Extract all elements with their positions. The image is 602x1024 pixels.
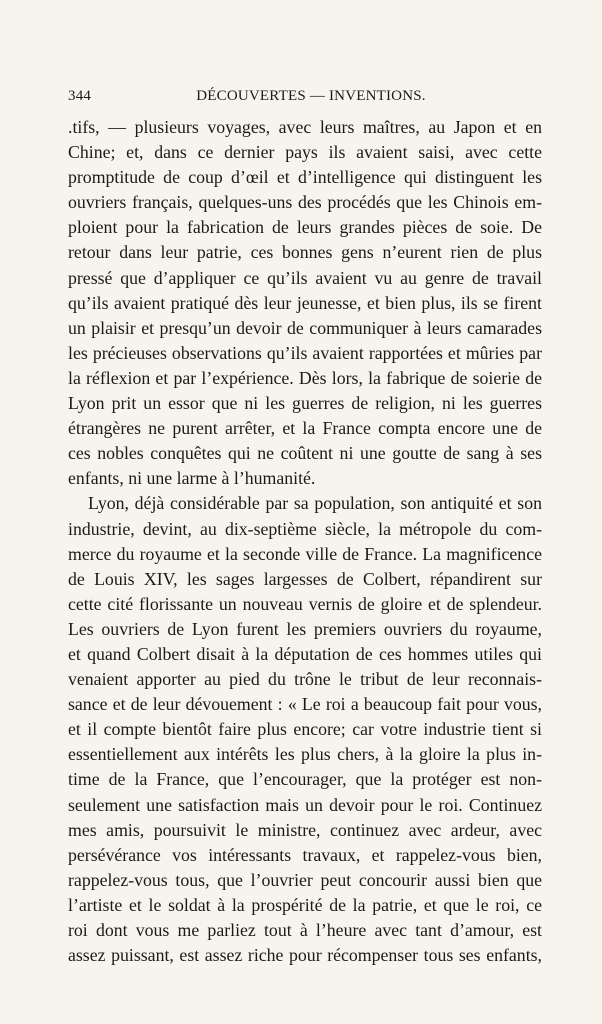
text-line: ploient pour la fabrication de leurs grandes pièces de soie. De	[68, 217, 542, 238]
text-line: seulement une satisfaction mais un devoir pour le roi. Continuez	[68, 794, 542, 815]
text-line: et il compte bientôt faire plus encore; car votre industrie tient si	[68, 719, 542, 740]
page-number: 344	[68, 88, 92, 104]
text-line: Lyon prit un essor que ni les guerres de religion, ni les guerres	[68, 393, 542, 414]
text-line: les précieuses observations qu’ils avaient rapportées et mûries par	[68, 342, 542, 363]
text-line: essentiellement aux intérêts les plus chers, à la gloire la plus in-	[68, 744, 542, 765]
running-title: DÉCOUVERTES — INVENTIONS.	[196, 88, 426, 104]
text-line: rappelez-vous tous, que l’ouvrier peut concourir aussi bien que	[68, 869, 542, 890]
text-line: assez puissant, est assez riche pour récompenser tous ses enfants,	[68, 945, 542, 966]
running-head	[68, 88, 542, 110]
text-line: industrie, devint, au dix-septième siècle, la métropole du com-	[68, 518, 542, 539]
text-line: time de la France, que l’encourager, que la protéger est non-	[68, 769, 542, 790]
text-line: retour dans leur patrie, ces bonnes gens n’eurent rien de plus	[68, 242, 542, 263]
text-line: de Louis XIV, les sages largesses de Colbert, répandirent sur	[68, 568, 542, 589]
text-line: sance et de leur dévouement : « Le roi a beaucoup fait pour vous,	[68, 694, 542, 715]
text-line: cette cité florissante un nouveau vernis de gloire et de splendeur.	[68, 593, 542, 614]
text-line: enfants, ni une larme à l’humanité.	[68, 468, 316, 489]
text-line: promptitude de coup d’œil et d’intelligence qui distinguent les	[68, 167, 542, 188]
body-text	[68, 115, 542, 968]
text-line: .tifs, — plusieurs voyages, avec leurs maîtres, au Japon et en	[68, 117, 542, 137]
text-line: ouvriers français, quelques-uns des procédés que les Chinois em-	[68, 192, 542, 213]
text-line: qu’ils avaient pratiqué dès leur jeunesse, et bien plus, ils se firent	[68, 292, 542, 313]
paragraph-start-line: Lyon, déjà considérable par sa population, son antiquité et son	[88, 493, 542, 514]
text-line: roi dont vous me parliez tout à l’heure avec tant d’amour, est	[68, 920, 542, 940]
text-line: venaient apporter au pied du trône le tribut de leur reconnais-	[68, 669, 542, 690]
text-line: pressé que d’appliquer ce qu’ils avaient vu au genre de travail	[68, 267, 542, 288]
text-line: un plaisir et presqu’un devoir de communiquer à leurs camarades	[68, 317, 542, 338]
text-line: ces nobles conquêtes qui ne coûtent ni une goutte de sang à ses	[68, 443, 542, 464]
text-line: Les ouvriers de Lyon furent les premiers ouvriers du royaume,	[68, 618, 542, 639]
text-line: étrangères ne purent arrêter, et la France compta encore une de	[68, 418, 542, 439]
text-line: et quand Colbert disait à la députation de ces hommes utiles qui	[68, 643, 542, 664]
text-line: l’artiste et le soldat à la prospérité de la patrie, et que le roi, ce	[68, 894, 542, 915]
text-line: merce du royaume et la seconde ville de France. La magnificence	[68, 543, 542, 564]
text-line: persévérance vos intéressants travaux, et rappelez-vous bien,	[68, 844, 542, 865]
text-line: mes amis, poursuivit le ministre, continuez avec ardeur, avec	[68, 819, 542, 840]
text-line: Chine; et, dans ce dernier pays ils avaient saisi, avec cette	[68, 142, 542, 163]
text-line: la réflexion et par l’expérience. Dès lors, la fabrique de soierie de	[68, 367, 542, 388]
